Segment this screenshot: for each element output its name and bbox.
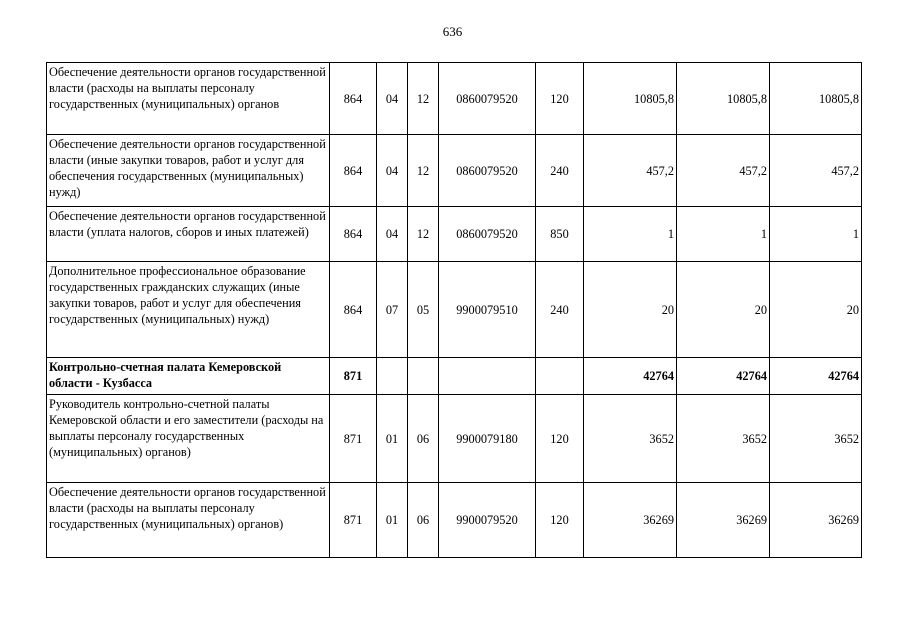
- row-name: Обеспечение деятельности органов государственной власти (расходы на выплаты персоналу государственных (муниципальных) органов): [47, 483, 330, 558]
- cell-sum-2: 1: [677, 207, 770, 262]
- cell-csr: 0860079520: [439, 207, 536, 262]
- cell-ved: 864: [330, 63, 377, 135]
- cell-pr: 05: [408, 262, 439, 358]
- cell-pr: 06: [408, 483, 439, 558]
- cell-csr: 9900079510: [439, 262, 536, 358]
- row-name: Обеспечение деятельности органов государственной власти (уплата налогов, сборов и иных платежей): [47, 207, 330, 262]
- budget-table: [46, 62, 862, 558]
- cell-rz: 01: [377, 483, 408, 558]
- row-name: Обеспечение деятельности органов государственной власти (расходы на выплаты персоналу государственных (муниципальных) органов: [47, 63, 330, 135]
- cell-rz: 04: [377, 135, 408, 207]
- cell-vr: 240: [536, 135, 584, 207]
- row-name: Дополнительное профессиональное образование государственных гражданских служащих (иные закупки товаров, работ и услуг для обеспечения государственных (муниципальных) нужд): [47, 262, 330, 358]
- cell-sum-2: 10805,8: [677, 63, 770, 135]
- cell-vr: [536, 358, 584, 395]
- cell-ved: 871: [330, 358, 377, 395]
- cell-pr: 12: [408, 135, 439, 207]
- cell-sum-1: 457,2: [584, 135, 677, 207]
- cell-rz: 07: [377, 262, 408, 358]
- cell-pr: [408, 358, 439, 395]
- cell-csr: [439, 358, 536, 395]
- cell-sum-1: 42764: [584, 358, 677, 395]
- cell-pr: 06: [408, 395, 439, 483]
- cell-csr: 9900079520: [439, 483, 536, 558]
- cell-rz: 04: [377, 207, 408, 262]
- cell-rz: 04: [377, 63, 408, 135]
- cell-pr: 12: [408, 207, 439, 262]
- cell-ved: 864: [330, 207, 377, 262]
- row-name: Обеспечение деятельности органов государственной власти (иные закупки товаров, работ и услуг для обеспечения государственных (муниципальных) нужд): [47, 135, 330, 207]
- cell-sum-3: 1: [770, 207, 862, 262]
- cell-sum-2: 42764: [677, 358, 770, 395]
- cell-rz: 01: [377, 395, 408, 483]
- cell-sum-3: 3652: [770, 395, 862, 483]
- cell-ved: 871: [330, 483, 377, 558]
- cell-sum-1: 3652: [584, 395, 677, 483]
- cell-ved: 864: [330, 135, 377, 207]
- table-row: [47, 207, 862, 262]
- table-row-section: [47, 358, 862, 395]
- table-row: [47, 135, 862, 207]
- table-row: [47, 483, 862, 558]
- cell-sum-1: 1: [584, 207, 677, 262]
- cell-sum-3: 20: [770, 262, 862, 358]
- cell-vr: 120: [536, 483, 584, 558]
- cell-csr: 9900079180: [439, 395, 536, 483]
- cell-pr: 12: [408, 63, 439, 135]
- cell-vr: 120: [536, 395, 584, 483]
- cell-sum-2: 20: [677, 262, 770, 358]
- table-row: [47, 262, 862, 358]
- cell-sum-3: 10805,8: [770, 63, 862, 135]
- cell-csr: 0860079520: [439, 135, 536, 207]
- table-row: [47, 63, 862, 135]
- row-name: Контрольно-счетная палата Кемеровской области - Кузбасса: [47, 358, 330, 395]
- cell-sum-1: 10805,8: [584, 63, 677, 135]
- cell-sum-2: 457,2: [677, 135, 770, 207]
- cell-ved: 871: [330, 395, 377, 483]
- table-row: [47, 395, 862, 483]
- cell-sum-1: 36269: [584, 483, 677, 558]
- cell-ved: 864: [330, 262, 377, 358]
- cell-csr: 0860079520: [439, 63, 536, 135]
- cell-rz: [377, 358, 408, 395]
- cell-sum-3: 457,2: [770, 135, 862, 207]
- cell-sum-1: 20: [584, 262, 677, 358]
- cell-vr: 850: [536, 207, 584, 262]
- cell-sum-3: 36269: [770, 483, 862, 558]
- cell-sum-2: 3652: [677, 395, 770, 483]
- row-name: Руководитель контрольно-счетной палаты Кемеровской области и его заместители (расходы на выплаты персоналу государственных (муниципальных) органов): [47, 395, 330, 483]
- page-number: 636: [442, 24, 463, 39]
- cell-sum-2: 36269: [677, 483, 770, 558]
- cell-vr: 240: [536, 262, 584, 358]
- cell-vr: 120: [536, 63, 584, 135]
- cell-sum-3: 42764: [770, 358, 862, 395]
